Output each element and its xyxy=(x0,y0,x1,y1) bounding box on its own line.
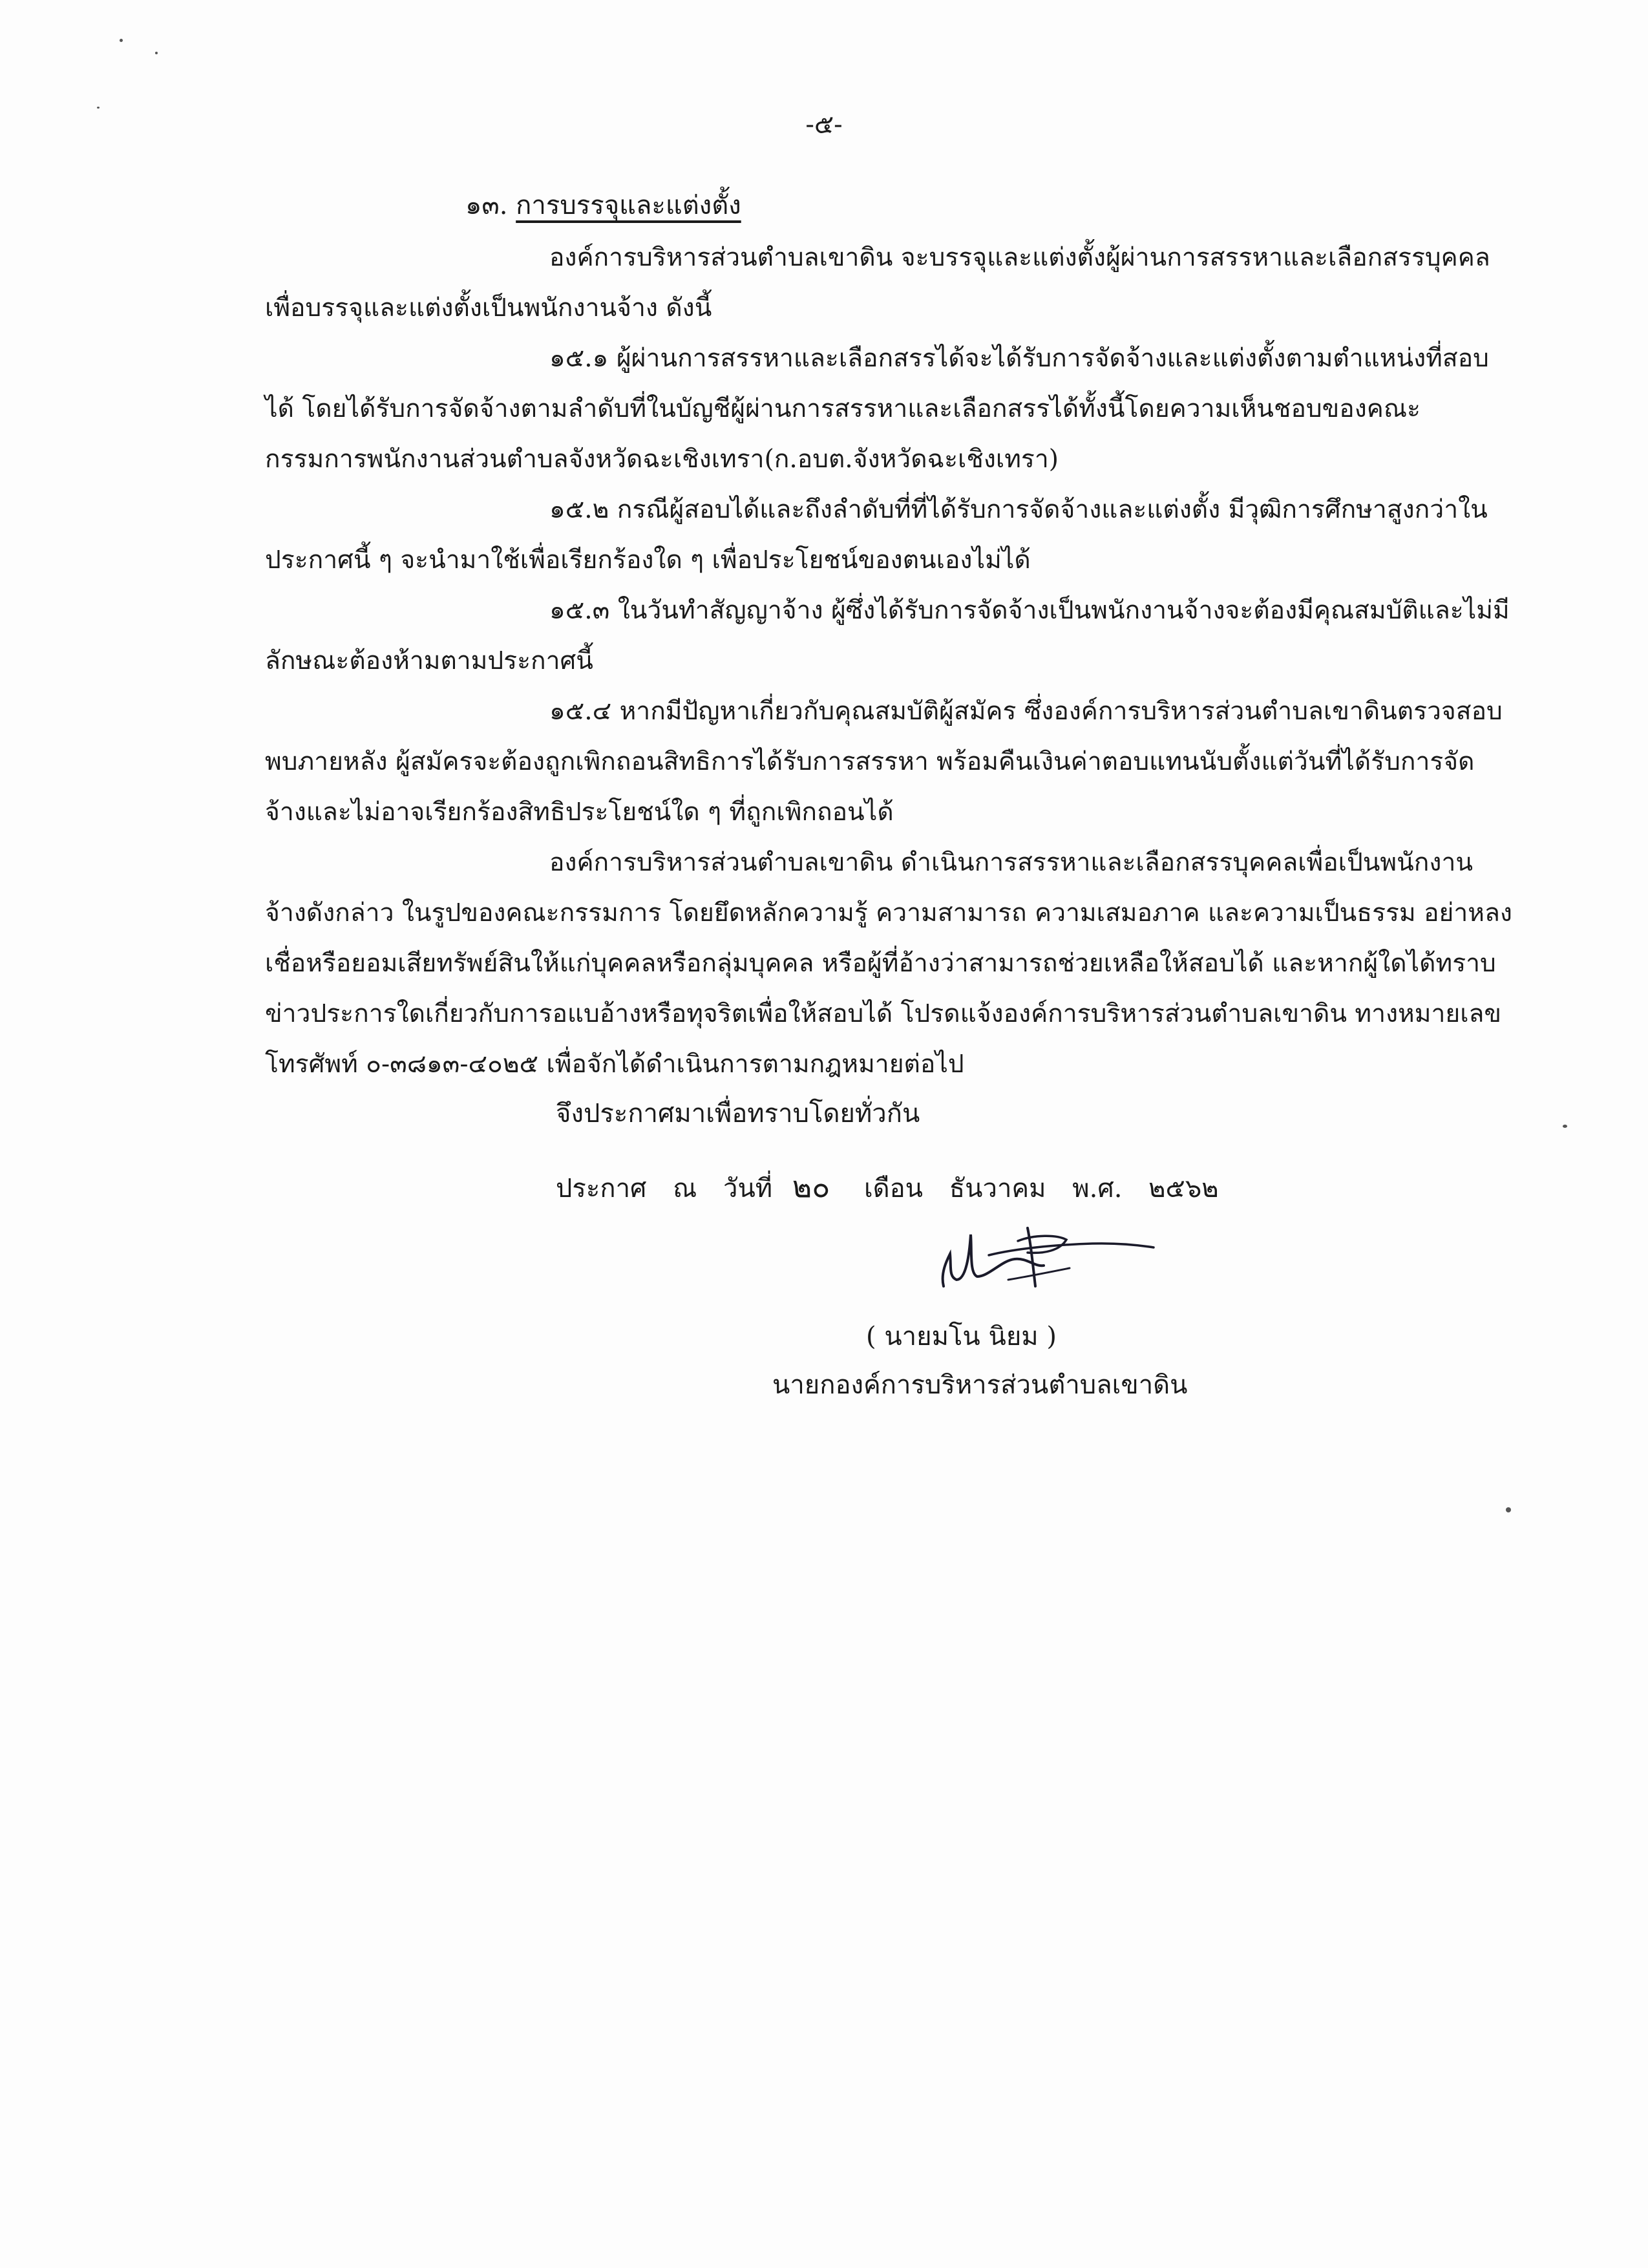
page-number: -๕- xyxy=(805,110,843,140)
day-value: ๒๐ xyxy=(792,1169,830,1204)
paragraph-15-2 xyxy=(265,485,1512,586)
paragraph-notice xyxy=(265,838,1512,1090)
day-label: วันที่ xyxy=(723,1174,773,1203)
paragraph-text: ๑๕.๓ ในวันทำสัญญาจ้าง ผู้ซึ่งได้รับการจัดจ้างเป็นพนักงานจ้างจะต้องมีคุณสมบัติและไม่มีลักษณะต้องห้ามตามประกาศนี้ xyxy=(265,596,1510,675)
signer-title: นายกองค์การบริหารส่วนตำบลเขาดิน xyxy=(772,1370,1188,1400)
section-title: การบรรจุและแต่งตั้ง xyxy=(516,191,741,220)
paragraph-text: องค์การบริหารส่วนตำบลเขาดิน ดำเนินการสรรหาและเลือกสรรบุคคลเพื่อเป็นพนักงานจ้างดังกล่าว ในรูปของคณะกรรมการ โดยยึดหลักความรู้ ความสามารถ ความเสมอภาค และความเป็นธรรม อย่าหลงเชื่อหรือยอมเสียทรัพย์สินให้แก่บุคคลหรือกลุ่มบุคคล หรือผู้ที่อ้างว่าสามารถช่วยเหลือให้สอบได้ และหากผู้ใดได้ทราบข่าวประการใดเกี่ยวกับการอแบอ้างหรือทุจริตเพื่อให้สอบได้ โปรดแจ้งองค์การบริหารส่วนตำบลเขาดิน ทางหมายเลขโทรศัพท์ ๐-๓๘๑๓-๔๐๒๕ เพื่อจักได้ดำเนินการตามกฎหมายต่อไป xyxy=(265,848,1512,1079)
signer-name: ( นายมโน นิยม ) xyxy=(866,1322,1057,1351)
paragraph-intro xyxy=(265,233,1512,334)
paragraph-15-4 xyxy=(265,686,1512,838)
date-line xyxy=(556,1163,1219,1211)
at-label: ณ xyxy=(673,1174,697,1203)
scan-speck xyxy=(1563,1125,1567,1128)
signature-mark xyxy=(931,1215,1163,1299)
month-label: เดือน xyxy=(864,1174,924,1203)
scan-speck xyxy=(1506,1507,1511,1512)
year-label: พ.ศ. xyxy=(1072,1174,1123,1203)
year-value: ๒๕๖๒ xyxy=(1148,1174,1219,1203)
month-value: ธันวาคม xyxy=(949,1174,1046,1203)
announce-label: ประกาศ xyxy=(556,1174,647,1203)
paragraph-text: ๑๕.๑ ผู้ผ่านการสรรหาและเลือกสรรได้จะได้รับการจัดจ้างและแต่งตั้งตามตำแหน่งที่สอบได้ โดยได้รับการจัดจ้างตามลำดับที่ในบัญชีผู้ผ่านการสรรหาและเลือกสรรได้ทั้งนี้โดยความเห็นชอบของคณะกรรมการพนักงานส่วนตำบลจังหวัดฉะเชิงเทรา(ก.อบต.จังหวัดฉะเชิงเทรา) xyxy=(265,344,1489,474)
paragraph-text: องค์การบริหารส่วนตำบลเขาดิน จะบรรจุและแต่งตั้งผู้ผ่านการสรรหาและเลือกสรรบุคคลเพื่อบรรจุและแต่งตั้งเป็นพนักงานจ้าง ดังนี้ xyxy=(265,243,1490,323)
section-number: ๑๓. xyxy=(465,191,508,220)
section-heading xyxy=(465,184,741,226)
closing-line: จึงประกาศมาเพื่อทราบโดยทั่วกัน xyxy=(556,1099,920,1129)
paragraph-15-3 xyxy=(265,586,1512,686)
paragraph-text: ๑๕.๔ หากมีปัญหาเกี่ยวกับคุณสมบัติผู้สมัคร ซึ่งองค์การบริหารส่วนตำบลเขาดินตรวจสอบพบภายหลัง ผู้สมัครจะต้องถูกเพิกถอนสิทธิการได้รับการสรรหา พร้อมคืนเงินค่าตอบแทนนับตั้งแต่วันที่ได้รับการจัดจ้างและไม่อาจเรียกร้องสิทธิประโยชน์ใด ๆ ที่ถูกเพิกถอนได้ xyxy=(265,697,1503,827)
scan-speck xyxy=(97,107,100,109)
scan-speck xyxy=(120,39,123,42)
scan-speck xyxy=(155,52,158,54)
paragraph-15-1 xyxy=(265,334,1512,485)
paragraph-text: ๑๕.๒ กรณีผู้สอบได้และถึงลำดับที่ที่ได้รับการจัดจ้างและแต่งตั้ง มีวุฒิการศึกษาสูงกว่าในประกาศนี้ ๆ จะนำมาใช้เพื่อเรียกร้องใด ๆ เพื่อประโยชน์ของตนเองไม่ได้ xyxy=(265,495,1488,575)
